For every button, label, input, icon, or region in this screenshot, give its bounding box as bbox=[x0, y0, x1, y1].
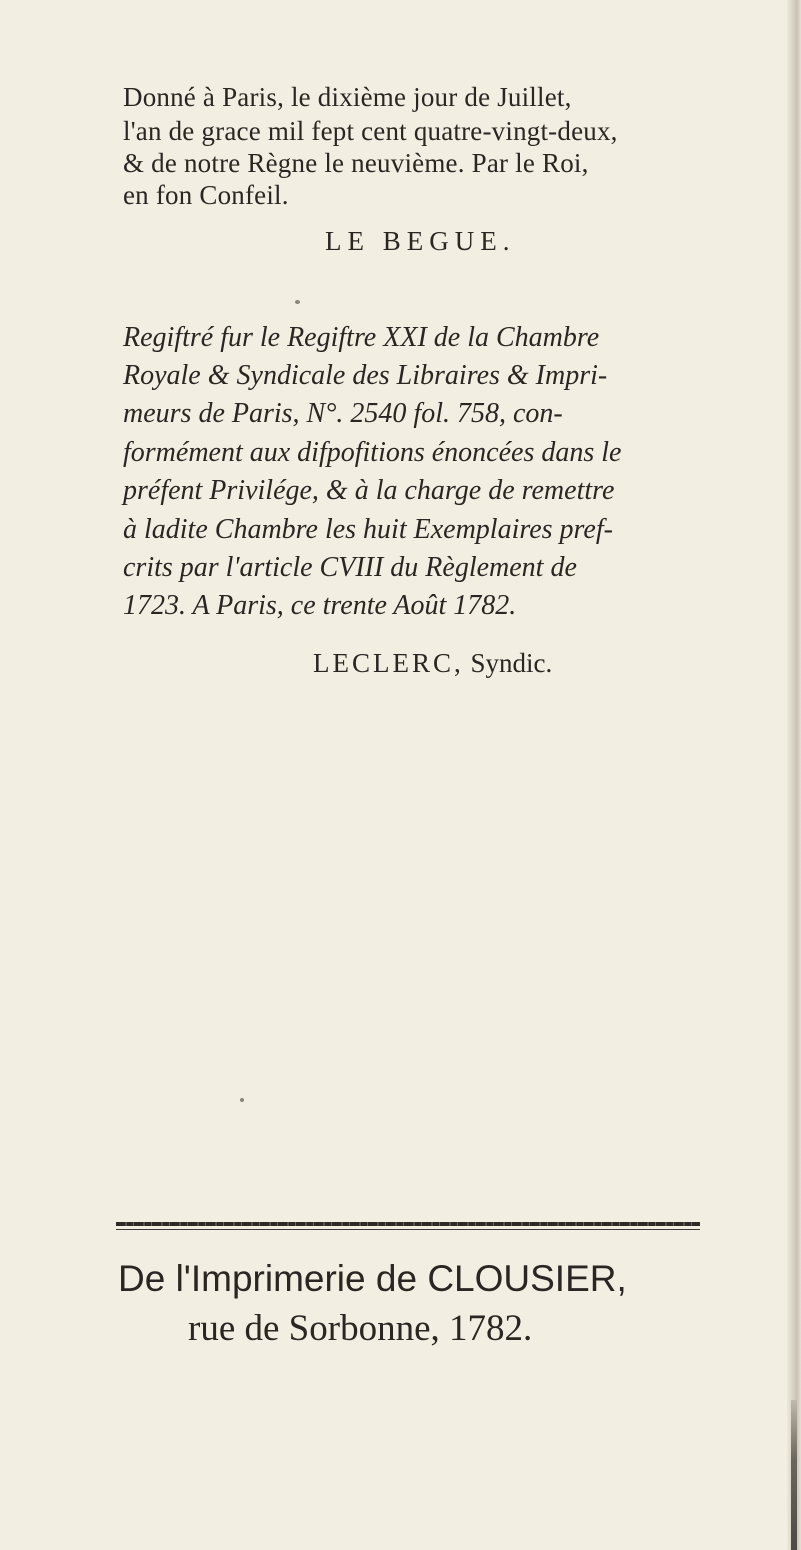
privilege-line-1: Donné à Paris, le dixième jour de Juillet, bbox=[123, 82, 572, 112]
syndic-name: LECLERC, bbox=[313, 648, 464, 678]
privilege-line-3: & de notre Règne le neuvième. Par le Roi, bbox=[123, 148, 589, 178]
ornamental-rule-thin bbox=[116, 1229, 700, 1230]
registration-line-5: préfent Privilége, & à la charge de remettre bbox=[123, 475, 615, 506]
syndic-title: Syndic. bbox=[470, 648, 553, 678]
registration-line-2: Royale & Syndicale des Libraires & Impri- bbox=[123, 360, 608, 391]
syndic-signature bbox=[313, 648, 552, 679]
ink-speck bbox=[240, 1098, 244, 1102]
imprint-printer: De l'Imprimerie de CLOUSIER, bbox=[118, 1258, 627, 1299]
page-edge-shadow bbox=[791, 1400, 797, 1550]
registration-line-8: 1723. A Paris, ce trente Août 1782. bbox=[123, 590, 517, 621]
ornamental-rule bbox=[116, 1222, 700, 1226]
registration-line-1: Regiftré fur le Regiftre XXI de la Chambre bbox=[123, 322, 600, 353]
privilege-line-2: l'an de grace mil fept cent quatre-vingt-deux, bbox=[123, 116, 618, 146]
registration-line-3: meurs de Paris, N°. 2540 fol. 758, con- bbox=[123, 398, 563, 429]
signature-le-begue: LE BEGUE. bbox=[325, 226, 516, 256]
registration-line-4: formément aux difpofitions énoncées dans le bbox=[123, 437, 622, 468]
page-edge bbox=[787, 0, 801, 1550]
registration-line-7: crits par l'article CVIII du Règlement de bbox=[123, 552, 577, 583]
imprint-address: rue de Sorbonne, 1782. bbox=[188, 1308, 533, 1349]
privilege-line-4: en fon Confeil. bbox=[123, 180, 289, 210]
registration-line-6: à ladite Chambre les huit Exemplaires pref- bbox=[123, 514, 613, 545]
ink-speck bbox=[295, 300, 300, 304]
